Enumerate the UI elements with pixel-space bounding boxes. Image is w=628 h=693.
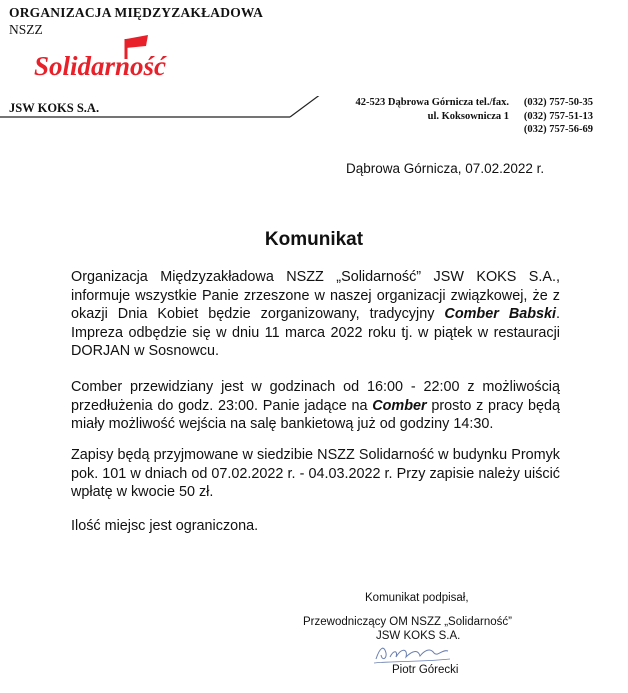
solidarnosc-logo xyxy=(30,33,170,85)
solidarnosc-logo-graphic xyxy=(30,33,170,85)
paragraph-1-emphasis: Comber Babski xyxy=(444,306,557,322)
paragraph-2-emphasis: Comber xyxy=(372,397,427,414)
signer-title: Przewodniczący OM NSZZ „Solidarność” xyxy=(303,616,512,628)
phone-3: (032) 757-56-69 xyxy=(523,124,593,135)
date-line: Dąbrowa Górnicza, 07.02.2022 r. xyxy=(346,161,545,176)
page-title: Komunikat xyxy=(264,229,364,250)
paragraph-2-text-a: Comber przewidziany jest w godzinach od 16:00 - 22:00 z możliwością przedłużenia do godz. 23:00. Panie jadące na xyxy=(71,379,560,414)
handwritten-signature xyxy=(372,639,452,667)
signer-name: Piotr Górecki xyxy=(392,664,459,676)
paragraph-1-text-b: . Impreza odbędzie się w dniu 11 marca 2022 roku tj. w piątek w restauracji DORJAN w Sosnowcu. xyxy=(71,306,561,359)
address-line3-blank xyxy=(324,123,513,137)
paragraph-4: Ilość miejsc jest ograniczona. xyxy=(71,518,259,534)
phone-1: (032) 757-50-35 xyxy=(523,97,593,108)
paragraph-2 xyxy=(71,378,560,434)
paragraph-1 xyxy=(71,268,560,361)
org-name-line1: ORGANIZACJA MIĘDZYZAKŁADOWA xyxy=(9,5,264,20)
address-line1: 42-523 Dąbrowa Górnicza tel./fax. xyxy=(355,97,509,108)
paragraph-2-text-b: prosto z pracy będą miały możliwość wejścia na salę bankietową już od godziny 14:30. xyxy=(71,397,560,432)
paragraph-3: Zapisy będą przyjmowane w siedzibie NSZZ Solidarność w budynku Promyk pok. 101 w dniach od 07.02.2022 r. - 04.03.2022 r. Przy zapisie należy uiścić wpłatę w kwocie 50 zł. xyxy=(71,447,560,500)
company-name: JSW KOKS S.A. xyxy=(9,101,100,115)
org-name-line2: NSZZ xyxy=(9,22,43,37)
logo-lettering: Solidarność xyxy=(34,51,167,81)
address-block xyxy=(324,96,593,137)
address-line2: ul. Koksownicza 1 xyxy=(427,110,509,122)
signature-intro: Komunikat podpisał, xyxy=(365,592,469,604)
phone-2: (032) 757-51-13 xyxy=(523,110,593,122)
paragraph-1-text-a: Organizacja Międzyzakładowa NSZZ „Solidarność” JSW KOKS S.A., informuje wszystkie Panie zrzeszone w naszej organizacji związkowej, że z okazji Dnia Kobiet będzie zorganizowany, tradycyjny xyxy=(71,269,560,322)
signer-company: JSW KOKS S.A. xyxy=(376,630,461,642)
